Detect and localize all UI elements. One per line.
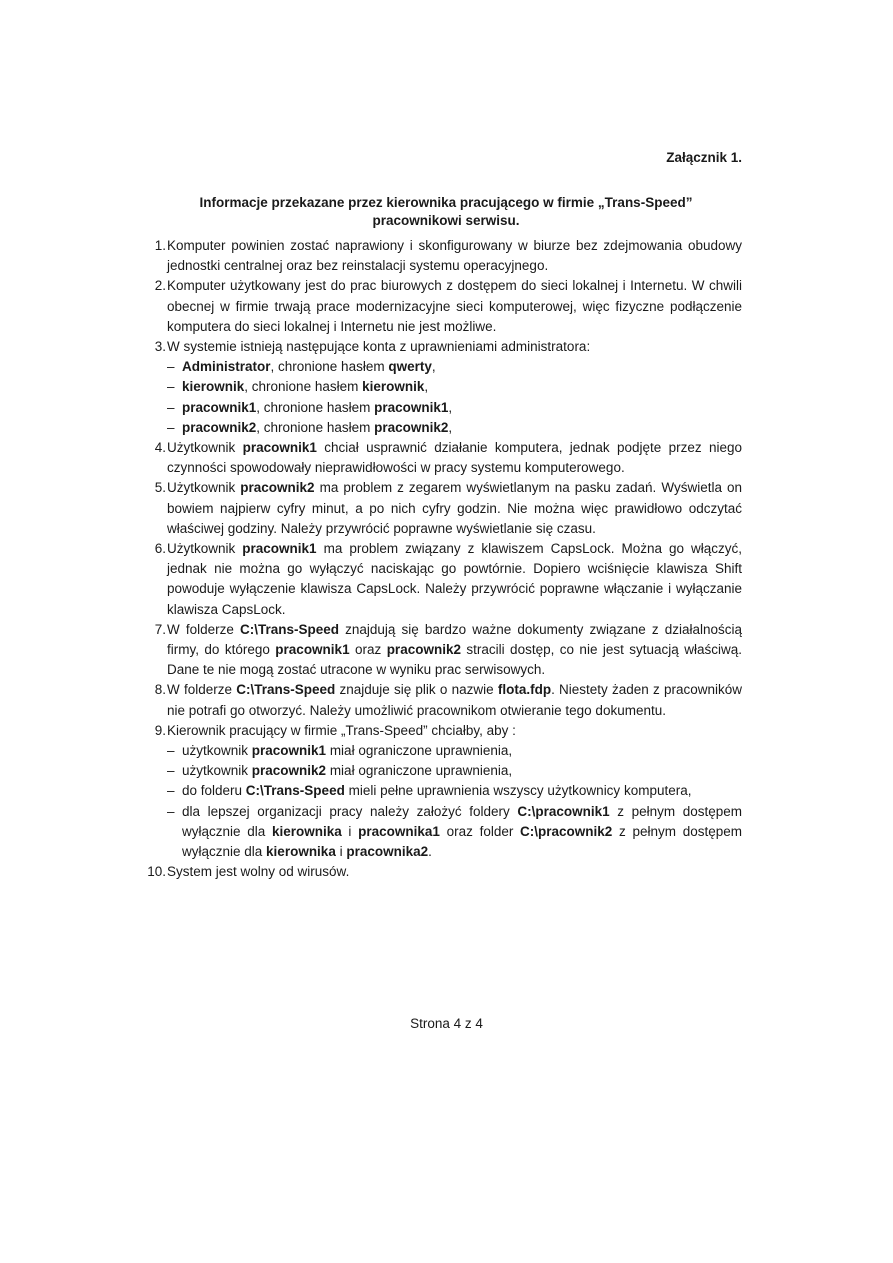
annex-label: Załącznik 1. xyxy=(666,150,742,165)
bold-text: Administrator xyxy=(182,359,271,375)
bold-text: kierownik xyxy=(362,379,425,395)
dash-bullet: – xyxy=(167,399,175,415)
bold-text: C:\Trans-Speed xyxy=(236,682,336,698)
bold-text: kierownika xyxy=(266,844,336,860)
sub-list-item xyxy=(150,418,742,438)
bold-text: kierownik xyxy=(182,379,245,395)
bold-text: flota.fdp xyxy=(497,682,552,698)
list-item-number: 10. xyxy=(147,864,166,880)
list-item-text xyxy=(167,620,742,681)
list-item-number: 2. xyxy=(154,278,166,294)
bold-text: pracownik2 xyxy=(240,480,315,496)
text-run: do folderu xyxy=(182,783,246,799)
text-run: znajduje się plik o nazwie xyxy=(335,682,498,698)
bold-text: pracownik1 xyxy=(374,399,449,415)
text-run: Użytkownik xyxy=(167,480,241,496)
text-run: miał ograniczone uprawnienia, xyxy=(326,743,513,759)
list-item xyxy=(150,438,742,478)
sub-list-item xyxy=(150,761,742,781)
text-run: mieli pełne uprawnienia wszyscy użytkownicy komputera, xyxy=(344,783,692,799)
list-item-text xyxy=(167,721,742,741)
text-run: Użytkownik xyxy=(167,541,243,557)
sub-list-item xyxy=(150,377,742,397)
text-run: , chronione hasłem xyxy=(270,359,389,375)
list-item xyxy=(150,337,742,357)
list-item-text xyxy=(167,478,742,539)
list-item-text xyxy=(167,862,742,882)
list-item-text xyxy=(167,236,742,276)
text-run: W folderze xyxy=(167,682,237,698)
text-run: i xyxy=(341,823,359,839)
bold-text: pracownik2 xyxy=(386,642,461,658)
bold-text: pracownik1 xyxy=(275,642,350,658)
sub-list-item xyxy=(150,802,742,863)
text-run: W systemie istnieją następujące konta z uprawnieniami administratora: xyxy=(167,339,591,355)
text-run: z pełnym dostępem wyłącznie dla xyxy=(182,803,742,839)
dash-bullet: – xyxy=(167,743,175,759)
dash-bullet: – xyxy=(167,803,175,819)
text-run: , chronione hasłem xyxy=(256,419,375,435)
text-run: chciał usprawnić działanie komputera, jednak podjęte przez niego czynności spowodowały nieprawidłowości w pracy systemu komputerowego. xyxy=(167,440,743,476)
text-run: . xyxy=(428,844,432,860)
document-title xyxy=(150,194,742,230)
dash-bullet: – xyxy=(167,783,175,799)
list-item xyxy=(150,680,742,720)
text-run: ma problem z zegarem wyświetlanym na pasku zadań. Wyświetla on bowiem najpierw cyfry minut, a po nich cyfry godzin. Nie można więc prawidłowo odczytać właściwej godziny. Należy przywrócić poprawne wyświetlanie się czasu. xyxy=(167,480,742,536)
list-item-text xyxy=(167,276,742,337)
list-item-text xyxy=(167,680,742,720)
title-line-1: Informacje przekazane przez kierownika pracującego w firmie „Trans-Speed” xyxy=(199,195,693,210)
title-line-2: pracownikowi serwisu. xyxy=(372,213,520,228)
dash-bullet: – xyxy=(167,763,175,779)
text-run: użytkownik xyxy=(182,743,252,759)
list-item-number: 1. xyxy=(154,238,166,253)
text-run: Użytkownik xyxy=(167,440,243,456)
text-run: oraz folder xyxy=(439,823,521,839)
text-run: dla lepszej organizacji pracy należy założyć foldery xyxy=(182,803,518,819)
dash-bullet: – xyxy=(167,359,175,375)
bold-text: pracownik2 xyxy=(182,419,257,435)
text-run: W folderze xyxy=(167,621,240,637)
list-item-number: 5. xyxy=(154,480,166,496)
text-run: System jest wolny od wirusów. xyxy=(167,864,350,880)
text-run: . Niestety żaden z pracowników nie potrafi go otworzyć. Należy umożliwić pracownikom otwieranie tego dokumentu. xyxy=(167,682,742,718)
bold-text: pracownik1 xyxy=(242,541,317,557)
bold-text: pracownika2 xyxy=(346,844,429,860)
list-item-text xyxy=(167,539,742,620)
list-item-number: 4. xyxy=(154,440,166,456)
list-item xyxy=(150,236,742,276)
dash-bullet: – xyxy=(167,379,175,395)
text-run: , xyxy=(424,379,429,395)
sub-list-item xyxy=(150,357,742,377)
text-run: , xyxy=(448,399,453,415)
text-run: ma problem związany z klawiszem CapsLock. Można go włączyć, jednak nie można go wyłączyć naciskając go powtórnie. Dopiero wciśnięcie klawisza Shift powoduje wyłączenie klawisza CapsLock. Należy przywrócić poprawne włączanie i wyłączanie klawisza CapsLock. xyxy=(167,541,743,617)
text-run: i xyxy=(335,844,347,860)
bold-text: pracownika1 xyxy=(358,823,440,839)
sub-list-item xyxy=(150,781,742,801)
list-item-number: 9. xyxy=(154,722,166,738)
list-item xyxy=(150,721,742,741)
bold-text: pracownik2 xyxy=(251,763,327,779)
list-item xyxy=(150,539,742,620)
text-run: , chronione hasłem xyxy=(244,379,363,395)
text-run: Komputer powinien zostać naprawiony i skonfigurowany w biurze bez zdejmowania obudowy jednostki centralnej oraz bez reinstalacji systemu operacyjnego. xyxy=(167,238,742,274)
bold-text: pracownik2 xyxy=(374,419,449,435)
bold-text: C:\pracownik2 xyxy=(520,823,613,839)
text-run: miał ograniczone uprawnienia, xyxy=(326,763,513,779)
text-run: z pełnym dostępem wyłącznie dla xyxy=(182,823,742,860)
text-run: Komputer użytkowany jest do prac biurowych z dostępem do sieci lokalnej i Internetu. W chwili obecnej w firmie trwają prace modernizacyjne sieci komputerowej, więc fizyczne podłączenie komputera do sieci lokalnej i Internetu nie jest możliwe. xyxy=(167,278,742,334)
text-run: , xyxy=(431,359,436,375)
text-run: znajdują się bardzo ważne dokumenty związane z działalnością firmy, do którego xyxy=(167,621,742,658)
bold-text: qwerty xyxy=(388,359,432,375)
list-item-number: 6. xyxy=(154,541,166,557)
text-run: użytkownik xyxy=(182,763,252,779)
bold-text: pracownik1 xyxy=(182,399,257,415)
list-item-text xyxy=(167,337,742,357)
bold-text: pracownik1 xyxy=(242,440,317,456)
dash-bullet: – xyxy=(167,419,175,435)
page-footer: Strona 4 z 4 xyxy=(410,1016,483,1031)
bold-text: pracownik1 xyxy=(251,743,327,759)
bold-text: C:\pracownik1 xyxy=(517,803,610,819)
text-run: Kierownik pracujący w firmie „Trans-Speed” chciałby, aby : xyxy=(167,722,516,738)
sub-list-item xyxy=(150,398,742,418)
list-item xyxy=(147,862,742,882)
text-run: , chronione hasłem xyxy=(256,399,375,415)
list-item xyxy=(150,620,742,681)
list-item-number: 8. xyxy=(154,682,166,698)
numbered-list xyxy=(147,236,743,883)
bold-text: kierownika xyxy=(271,823,342,839)
text-run: oraz xyxy=(349,642,387,658)
text-run: , xyxy=(448,419,453,435)
sub-list-item xyxy=(150,741,742,761)
list-item-text xyxy=(167,438,742,478)
list-item xyxy=(150,478,742,539)
text-run: stracili dostęp, co nie jest sytuacją właściwą. Dane te nie mogą zostać utracone w wyniku prac serwisowych. xyxy=(167,642,742,678)
list-item xyxy=(150,276,742,337)
bold-text: C:\Trans-Speed xyxy=(245,783,345,799)
bold-text: C:\Trans-Speed xyxy=(239,621,339,637)
list-item-number: 3. xyxy=(154,339,166,355)
list-item-number: 7. xyxy=(154,621,166,637)
